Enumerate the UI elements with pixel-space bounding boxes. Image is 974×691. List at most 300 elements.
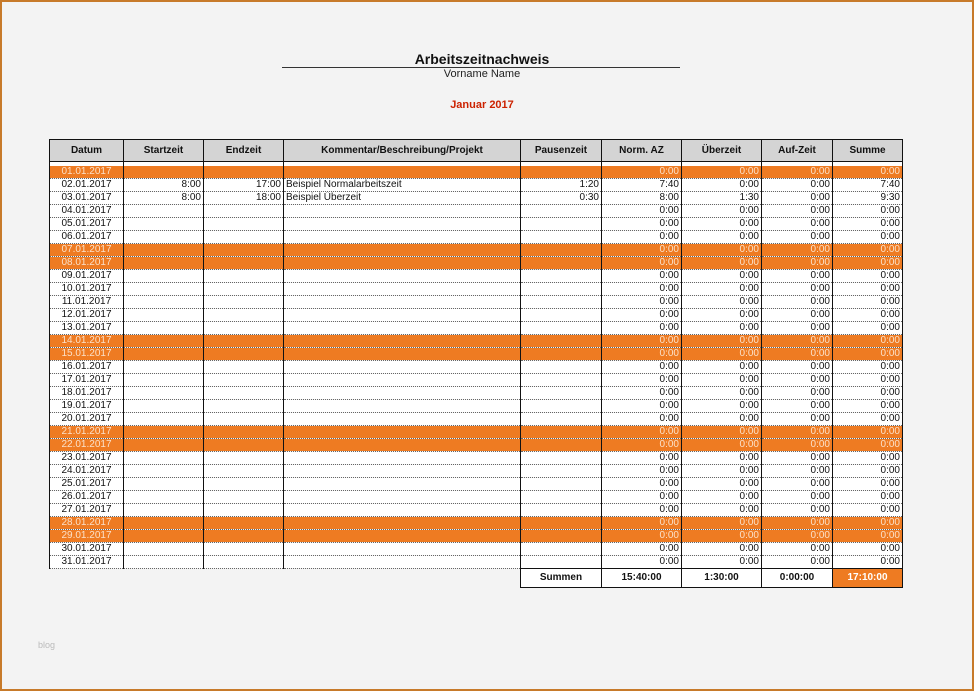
- summe-cell[interactable]: 0:00: [833, 308, 903, 321]
- comment-cell[interactable]: [284, 334, 521, 347]
- ueberzeit-cell[interactable]: 0:00: [682, 412, 762, 425]
- col-auf-zeit: Auf-Zeit: [762, 140, 833, 162]
- ueberzeit-cell[interactable]: 0:00: [682, 438, 762, 451]
- norm-az-cell[interactable]: 0:00: [602, 542, 682, 555]
- norm-az-cell[interactable]: 0:00: [602, 360, 682, 373]
- ueberzeit-cell[interactable]: 0:00: [682, 178, 762, 191]
- employee-name: Vorname Name: [443, 68, 521, 80]
- norm-az-cell[interactable]: 0:00: [602, 243, 682, 256]
- norm-az-cell[interactable]: 0:00: [602, 295, 682, 308]
- date-cell[interactable]: 23.01.2017: [50, 451, 124, 464]
- ueberzeit-cell[interactable]: 0:00: [682, 166, 762, 179]
- comment-cell[interactable]: [284, 269, 521, 282]
- summe-cell[interactable]: 0:00: [833, 360, 903, 373]
- comment-cell[interactable]: [284, 230, 521, 243]
- auf-zeit-cell[interactable]: 0:00: [762, 217, 833, 230]
- auf-zeit-cell[interactable]: 0:00: [762, 347, 833, 360]
- date-cell[interactable]: 25.01.2017: [50, 477, 124, 490]
- start-cell[interactable]: 8:00: [124, 178, 204, 191]
- date-cell[interactable]: 30.01.2017: [50, 542, 124, 555]
- auf-zeit-cell[interactable]: 0:00: [762, 282, 833, 295]
- summe-cell[interactable]: 0:00: [833, 295, 903, 308]
- date-cell[interactable]: 21.01.2017: [50, 425, 124, 438]
- date-cell[interactable]: 24.01.2017: [50, 464, 124, 477]
- summe-cell[interactable]: 0:00: [833, 490, 903, 503]
- summe-cell[interactable]: 0:00: [833, 386, 903, 399]
- pause-cell[interactable]: [521, 399, 602, 412]
- comment-cell[interactable]: [284, 295, 521, 308]
- summe-cell[interactable]: 9:30: [833, 191, 903, 204]
- pause-cell[interactable]: [521, 529, 602, 542]
- ueberzeit-cell[interactable]: 0:00: [682, 347, 762, 360]
- summe-cell[interactable]: 0:00: [833, 321, 903, 334]
- auf-zeit-cell[interactable]: 0:00: [762, 204, 833, 217]
- ueberzeit-cell[interactable]: 0:00: [682, 217, 762, 230]
- comment-cell[interactable]: [284, 243, 521, 256]
- ueberzeit-cell[interactable]: 0:00: [682, 295, 762, 308]
- table-row: [50, 308, 903, 321]
- table-row: [50, 451, 903, 464]
- start-cell[interactable]: [124, 438, 204, 451]
- date-cell[interactable]: 13.01.2017: [50, 321, 124, 334]
- table-row: [50, 555, 903, 568]
- auf-zeit-cell[interactable]: 0:00: [762, 555, 833, 568]
- date-cell[interactable]: 11.01.2017: [50, 295, 124, 308]
- norm-az-cell[interactable]: 0:00: [602, 282, 682, 295]
- ueberzeit-cell[interactable]: 0:00: [682, 334, 762, 347]
- pause-cell[interactable]: [521, 373, 602, 386]
- pause-cell[interactable]: [521, 334, 602, 347]
- date-cell[interactable]: 15.01.2017: [50, 347, 124, 360]
- norm-az-cell[interactable]: 0:00: [602, 503, 682, 516]
- end-cell[interactable]: 17:00: [204, 178, 284, 191]
- pause-cell[interactable]: [521, 412, 602, 425]
- start-cell[interactable]: [124, 373, 204, 386]
- comment-cell[interactable]: [284, 373, 521, 386]
- auf-zeit-cell[interactable]: 0:00: [762, 308, 833, 321]
- table-row: [50, 464, 903, 477]
- auf-zeit-cell[interactable]: 0:00: [762, 464, 833, 477]
- ueberzeit-cell[interactable]: 0:00: [682, 477, 762, 490]
- start-cell[interactable]: [124, 230, 204, 243]
- ueberzeit-cell[interactable]: 0:00: [682, 464, 762, 477]
- start-cell[interactable]: [124, 477, 204, 490]
- date-cell[interactable]: 06.01.2017: [50, 230, 124, 243]
- comment-cell[interactable]: Beispiel Normalarbeitszeit: [284, 178, 521, 191]
- date-cell[interactable]: 26.01.2017: [50, 490, 124, 503]
- end-cell[interactable]: [204, 516, 284, 529]
- totals-row: [50, 568, 903, 587]
- date-cell[interactable]: 29.01.2017: [50, 529, 124, 542]
- auf-zeit-cell[interactable]: 0:00: [762, 269, 833, 282]
- norm-az-cell[interactable]: 0:00: [602, 399, 682, 412]
- ueberzeit-cell[interactable]: 0:00: [682, 204, 762, 217]
- norm-az-cell[interactable]: 0:00: [602, 217, 682, 230]
- norm-az-cell[interactable]: 0:00: [602, 230, 682, 243]
- summe-cell[interactable]: 0:00: [833, 347, 903, 360]
- end-cell[interactable]: [204, 464, 284, 477]
- date-cell[interactable]: 14.01.2017: [50, 334, 124, 347]
- auf-zeit-cell[interactable]: 0:00: [762, 386, 833, 399]
- start-cell[interactable]: [124, 451, 204, 464]
- auf-zeit-cell[interactable]: 0:00: [762, 399, 833, 412]
- start-cell[interactable]: [124, 425, 204, 438]
- date-cell[interactable]: 10.01.2017: [50, 282, 124, 295]
- comment-cell[interactable]: [284, 321, 521, 334]
- date-cell[interactable]: 22.01.2017: [50, 438, 124, 451]
- pause-cell[interactable]: [521, 347, 602, 360]
- end-cell[interactable]: [204, 321, 284, 334]
- comment-cell[interactable]: [284, 399, 521, 412]
- summe-cell[interactable]: 0:00: [833, 412, 903, 425]
- end-cell[interactable]: [204, 425, 284, 438]
- start-cell[interactable]: [124, 464, 204, 477]
- end-cell[interactable]: [204, 269, 284, 282]
- comment-cell[interactable]: [284, 256, 521, 269]
- end-cell[interactable]: [204, 334, 284, 347]
- ueberzeit-cell[interactable]: 0:00: [682, 399, 762, 412]
- comment-cell[interactable]: [284, 477, 521, 490]
- table-row: [50, 256, 903, 269]
- pause-cell[interactable]: [521, 386, 602, 399]
- ueberzeit-cell[interactable]: 0:00: [682, 516, 762, 529]
- auf-zeit-cell[interactable]: 0:00: [762, 438, 833, 451]
- start-cell[interactable]: [124, 516, 204, 529]
- end-cell[interactable]: [204, 230, 284, 243]
- norm-az-cell[interactable]: 0:00: [602, 386, 682, 399]
- norm-az-cell[interactable]: 0:00: [602, 412, 682, 425]
- summe-cell[interactable]: 0:00: [833, 282, 903, 295]
- start-cell[interactable]: [124, 282, 204, 295]
- end-cell[interactable]: [204, 217, 284, 230]
- pause-cell[interactable]: [521, 425, 602, 438]
- summe-cell[interactable]: 0:00: [833, 425, 903, 438]
- ueberzeit-cell[interactable]: 0:00: [682, 269, 762, 282]
- summe-cell[interactable]: 0:00: [833, 256, 903, 269]
- document-title: Arbeitszeitnachweis: [414, 51, 550, 67]
- summe-cell[interactable]: 7:40: [833, 178, 903, 191]
- norm-az-cell[interactable]: 0:00: [602, 256, 682, 269]
- ueberzeit-cell[interactable]: 0:00: [682, 542, 762, 555]
- auf-zeit-cell[interactable]: 0:00: [762, 360, 833, 373]
- auf-zeit-cell[interactable]: 0:00: [762, 412, 833, 425]
- auf-zeit-cell[interactable]: 0:00: [762, 230, 833, 243]
- comment-cell[interactable]: [284, 555, 521, 568]
- pause-cell[interactable]: [521, 204, 602, 217]
- pause-cell[interactable]: [521, 360, 602, 373]
- auf-zeit-cell[interactable]: 0:00: [762, 178, 833, 191]
- end-cell[interactable]: [204, 373, 284, 386]
- summe-cell[interactable]: 0:00: [833, 542, 903, 555]
- ueberzeit-cell[interactable]: 0:00: [682, 451, 762, 464]
- ueberzeit-cell[interactable]: 0:00: [682, 503, 762, 516]
- auf-zeit-cell[interactable]: 0:00: [762, 256, 833, 269]
- norm-az-cell[interactable]: 0:00: [602, 334, 682, 347]
- header-row: [50, 140, 903, 162]
- pause-cell[interactable]: [521, 256, 602, 269]
- date-cell[interactable]: 18.01.2017: [50, 386, 124, 399]
- summe-cell[interactable]: 0:00: [833, 516, 903, 529]
- ueberzeit-cell[interactable]: 0:00: [682, 256, 762, 269]
- summe-cell[interactable]: 0:00: [833, 503, 903, 516]
- auf-zeit-cell[interactable]: 0:00: [762, 451, 833, 464]
- end-cell[interactable]: [204, 204, 284, 217]
- comment-cell[interactable]: [284, 282, 521, 295]
- norm-az-cell[interactable]: 0:00: [602, 166, 682, 179]
- comment-cell[interactable]: [284, 217, 521, 230]
- pause-cell[interactable]: [521, 308, 602, 321]
- end-cell[interactable]: [204, 243, 284, 256]
- start-cell[interactable]: [124, 269, 204, 282]
- start-cell[interactable]: [124, 204, 204, 217]
- ueberzeit-cell[interactable]: 0:00: [682, 490, 762, 503]
- summe-cell[interactable]: 0:00: [833, 451, 903, 464]
- summe-cell[interactable]: 0:00: [833, 529, 903, 542]
- comment-cell[interactable]: [284, 204, 521, 217]
- start-cell[interactable]: [124, 529, 204, 542]
- comment-cell[interactable]: [284, 412, 521, 425]
- comment-cell[interactable]: [284, 308, 521, 321]
- auf-zeit-cell[interactable]: 0:00: [762, 542, 833, 555]
- end-cell[interactable]: [204, 555, 284, 568]
- norm-az-cell[interactable]: 0:00: [602, 555, 682, 568]
- end-cell[interactable]: [204, 360, 284, 373]
- comment-cell[interactable]: [284, 438, 521, 451]
- pause-cell[interactable]: [521, 295, 602, 308]
- norm-az-cell[interactable]: 0:00: [602, 490, 682, 503]
- comment-cell[interactable]: [284, 360, 521, 373]
- start-cell[interactable]: [124, 295, 204, 308]
- start-cell[interactable]: [124, 386, 204, 399]
- pause-cell[interactable]: [521, 555, 602, 568]
- auf-zeit-cell[interactable]: 0:00: [762, 529, 833, 542]
- auf-zeit-cell[interactable]: 0:00: [762, 166, 833, 179]
- end-cell[interactable]: [204, 399, 284, 412]
- norm-az-cell[interactable]: 0:00: [602, 516, 682, 529]
- norm-az-cell[interactable]: 0:00: [602, 269, 682, 282]
- ueberzeit-cell[interactable]: 0:00: [682, 555, 762, 568]
- start-cell[interactable]: [124, 217, 204, 230]
- end-cell[interactable]: [204, 451, 284, 464]
- date-cell[interactable]: 19.01.2017: [50, 399, 124, 412]
- table-row: [50, 166, 903, 179]
- auf-zeit-cell[interactable]: 0:00: [762, 191, 833, 204]
- comment-cell[interactable]: [284, 529, 521, 542]
- end-cell[interactable]: [204, 386, 284, 399]
- watermark: blog: [38, 640, 56, 650]
- start-cell[interactable]: [124, 399, 204, 412]
- comment-cell[interactable]: [284, 503, 521, 516]
- start-cell[interactable]: [124, 256, 204, 269]
- comment-cell[interactable]: [284, 451, 521, 464]
- start-cell[interactable]: [124, 243, 204, 256]
- col-norm-az: Norm. AZ: [602, 140, 682, 162]
- norm-az-cell[interactable]: 0:00: [602, 321, 682, 334]
- pause-cell[interactable]: [521, 503, 602, 516]
- table-row: [50, 230, 903, 243]
- ueberzeit-cell[interactable]: 1:30: [682, 191, 762, 204]
- comment-cell[interactable]: [284, 464, 521, 477]
- table-row: [50, 347, 903, 360]
- norm-az-cell[interactable]: 0:00: [602, 204, 682, 217]
- ueberzeit-cell[interactable]: 0:00: [682, 321, 762, 334]
- end-cell[interactable]: [204, 256, 284, 269]
- comment-cell[interactable]: [284, 516, 521, 529]
- norm-az-cell[interactable]: 7:40: [602, 178, 682, 191]
- summe-cell[interactable]: 0:00: [833, 373, 903, 386]
- start-cell[interactable]: [124, 334, 204, 347]
- pause-cell[interactable]: [521, 438, 602, 451]
- date-cell[interactable]: 01.01.2017: [50, 166, 124, 179]
- date-cell[interactable]: 28.01.2017: [50, 516, 124, 529]
- norm-az-cell[interactable]: 0:00: [602, 529, 682, 542]
- norm-az-cell[interactable]: 8:00: [602, 191, 682, 204]
- summe-cell[interactable]: 0:00: [833, 399, 903, 412]
- comment-cell[interactable]: [284, 542, 521, 555]
- pause-cell[interactable]: 1:20: [521, 178, 602, 191]
- pause-cell[interactable]: [521, 282, 602, 295]
- start-cell[interactable]: 8:00: [124, 191, 204, 204]
- start-cell[interactable]: [124, 555, 204, 568]
- norm-az-cell[interactable]: 0:00: [602, 451, 682, 464]
- summe-cell[interactable]: 0:00: [833, 555, 903, 568]
- pause-cell[interactable]: [521, 464, 602, 477]
- date-cell[interactable]: 04.01.2017: [50, 204, 124, 217]
- summe-cell[interactable]: 0:00: [833, 243, 903, 256]
- end-cell[interactable]: [204, 412, 284, 425]
- date-cell[interactable]: 03.01.2017: [50, 191, 124, 204]
- pause-cell[interactable]: [521, 269, 602, 282]
- pause-cell[interactable]: [521, 451, 602, 464]
- date-cell[interactable]: 09.01.2017: [50, 269, 124, 282]
- comment-cell[interactable]: [284, 166, 521, 179]
- date-cell[interactable]: 08.01.2017: [50, 256, 124, 269]
- summe-cell[interactable]: 0:00: [833, 204, 903, 217]
- start-cell[interactable]: [124, 166, 204, 179]
- total-ueberzeit: 1:30:00: [682, 568, 762, 587]
- end-cell[interactable]: [204, 295, 284, 308]
- auf-zeit-cell[interactable]: 0:00: [762, 321, 833, 334]
- pause-cell[interactable]: [521, 217, 602, 230]
- auf-zeit-cell[interactable]: 0:00: [762, 373, 833, 386]
- table-row: [50, 503, 903, 516]
- pause-cell[interactable]: [521, 516, 602, 529]
- norm-az-cell[interactable]: 0:00: [602, 347, 682, 360]
- ueberzeit-cell[interactable]: 0:00: [682, 360, 762, 373]
- end-cell[interactable]: [204, 490, 284, 503]
- auf-zeit-cell[interactable]: 0:00: [762, 334, 833, 347]
- date-cell[interactable]: 27.01.2017: [50, 503, 124, 516]
- date-cell[interactable]: 12.01.2017: [50, 308, 124, 321]
- comment-cell[interactable]: [284, 490, 521, 503]
- comment-cell[interactable]: [284, 425, 521, 438]
- ueberzeit-cell[interactable]: 0:00: [682, 386, 762, 399]
- end-cell[interactable]: [204, 529, 284, 542]
- pause-cell[interactable]: [521, 243, 602, 256]
- comment-cell[interactable]: Beispiel Überzeit: [284, 191, 521, 204]
- pause-cell[interactable]: [521, 230, 602, 243]
- table-row: [50, 399, 903, 412]
- comment-cell[interactable]: [284, 386, 521, 399]
- end-cell[interactable]: 18:00: [204, 191, 284, 204]
- pause-cell[interactable]: [521, 477, 602, 490]
- date-cell[interactable]: 07.01.2017: [50, 243, 124, 256]
- date-cell[interactable]: 16.01.2017: [50, 360, 124, 373]
- pause-cell[interactable]: [521, 542, 602, 555]
- ueberzeit-cell[interactable]: 0:00: [682, 243, 762, 256]
- start-cell[interactable]: [124, 308, 204, 321]
- date-cell[interactable]: 17.01.2017: [50, 373, 124, 386]
- date-cell[interactable]: 05.01.2017: [50, 217, 124, 230]
- norm-az-cell[interactable]: 0:00: [602, 477, 682, 490]
- ueberzeit-cell[interactable]: 0:00: [682, 230, 762, 243]
- auf-zeit-cell[interactable]: 0:00: [762, 477, 833, 490]
- summe-cell[interactable]: 0:00: [833, 334, 903, 347]
- norm-az-cell[interactable]: 0:00: [602, 464, 682, 477]
- summe-cell[interactable]: 0:00: [833, 438, 903, 451]
- norm-az-cell[interactable]: 0:00: [602, 373, 682, 386]
- norm-az-cell[interactable]: 0:00: [602, 308, 682, 321]
- start-cell[interactable]: [124, 321, 204, 334]
- summe-cell[interactable]: 0:00: [833, 269, 903, 282]
- start-cell[interactable]: [124, 490, 204, 503]
- end-cell[interactable]: [204, 308, 284, 321]
- summe-cell[interactable]: 0:00: [833, 217, 903, 230]
- table-row: [50, 178, 903, 191]
- ueberzeit-cell[interactable]: 0:00: [682, 373, 762, 386]
- date-cell[interactable]: 20.01.2017: [50, 412, 124, 425]
- table-row: [50, 438, 903, 451]
- start-cell[interactable]: [124, 503, 204, 516]
- auf-zeit-cell[interactable]: 0:00: [762, 295, 833, 308]
- norm-az-cell[interactable]: 0:00: [602, 438, 682, 451]
- date-cell[interactable]: 31.01.2017: [50, 555, 124, 568]
- start-cell[interactable]: [124, 360, 204, 373]
- auf-zeit-cell[interactable]: 0:00: [762, 425, 833, 438]
- summe-cell[interactable]: 0:00: [833, 166, 903, 179]
- summe-cell[interactable]: 0:00: [833, 464, 903, 477]
- total-auf-zeit: 0:00:00: [762, 568, 833, 587]
- start-cell[interactable]: [124, 412, 204, 425]
- pause-cell[interactable]: 0:30: [521, 191, 602, 204]
- auf-zeit-cell[interactable]: 0:00: [762, 490, 833, 503]
- end-cell[interactable]: [204, 282, 284, 295]
- ueberzeit-cell[interactable]: 0:00: [682, 308, 762, 321]
- end-cell[interactable]: [204, 166, 284, 179]
- norm-az-cell[interactable]: 0:00: [602, 425, 682, 438]
- pause-cell[interactable]: [521, 166, 602, 179]
- start-cell[interactable]: [124, 347, 204, 360]
- date-cell[interactable]: 02.01.2017: [50, 178, 124, 191]
- ueberzeit-cell[interactable]: 0:00: [682, 529, 762, 542]
- end-cell[interactable]: [204, 477, 284, 490]
- pause-cell[interactable]: [521, 490, 602, 503]
- ueberzeit-cell[interactable]: 0:00: [682, 282, 762, 295]
- start-cell[interactable]: [124, 542, 204, 555]
- pause-cell[interactable]: [521, 321, 602, 334]
- summe-cell[interactable]: 0:00: [833, 477, 903, 490]
- end-cell[interactable]: [204, 542, 284, 555]
- end-cell[interactable]: [204, 503, 284, 516]
- auf-zeit-cell[interactable]: 0:00: [762, 516, 833, 529]
- ueberzeit-cell[interactable]: 0:00: [682, 425, 762, 438]
- comment-cell[interactable]: [284, 347, 521, 360]
- end-cell[interactable]: [204, 347, 284, 360]
- auf-zeit-cell[interactable]: 0:00: [762, 503, 833, 516]
- summe-cell[interactable]: 0:00: [833, 230, 903, 243]
- end-cell[interactable]: [204, 438, 284, 451]
- auf-zeit-cell[interactable]: 0:00: [762, 243, 833, 256]
